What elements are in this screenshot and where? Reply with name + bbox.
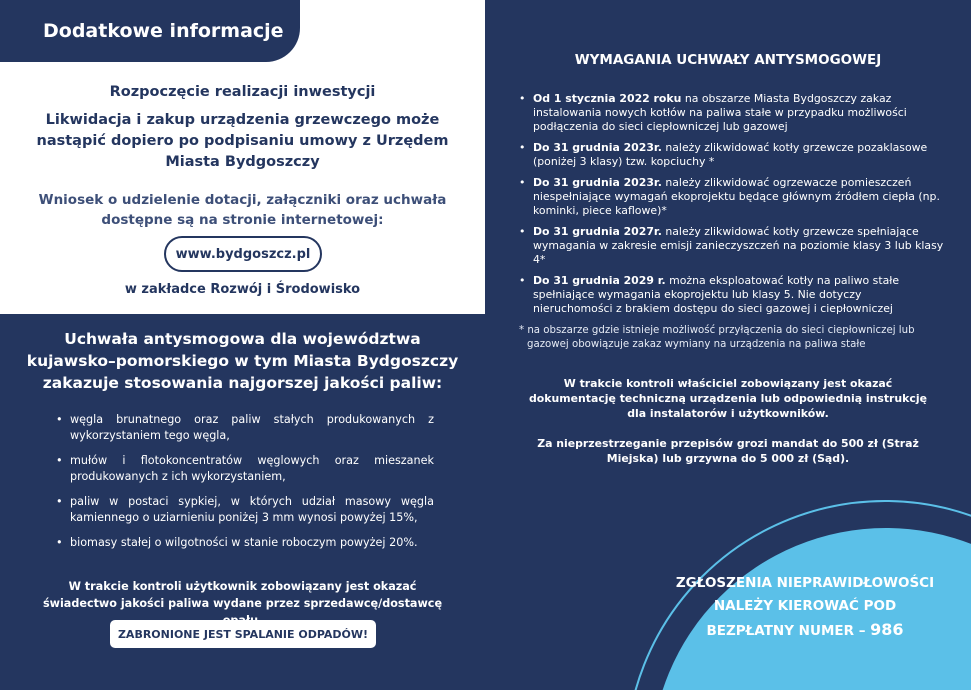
report-info xyxy=(665,572,945,643)
report-phone-number: 986 xyxy=(870,620,904,639)
requirement-date: Do 31 grudnia 2023r. xyxy=(533,176,662,189)
website-link[interactable]: www.bydgoszcz.pl xyxy=(164,236,322,272)
investment-title: Rozpoczęcie realizacji inwestycji xyxy=(109,84,376,100)
list-item xyxy=(519,274,944,316)
right-panel xyxy=(485,0,971,690)
fine-text: Za nieprzestrzeganie przepisów grozi mandat do 500 zł (Straż Miejska) lub grzywna do 5 000 zł (Sąd). xyxy=(537,437,919,465)
owner-control-text: W trakcie kontroli właściciel zobowiązany jest okazać dokumentację techniczną urządzenia lub odpowiednią instrukcję dla instalatorów i użytkowników. xyxy=(529,377,927,420)
list-item xyxy=(519,141,944,169)
requirement-text: należy zlikwidować ogrzewacze pomieszczeń niespełniające wymagań ekoprojektu będące głównym źródłem ciepła (np. kominki, piece kaflowe)* xyxy=(533,176,940,217)
page-title: Dodatkowe informacje xyxy=(43,20,284,42)
website-tab-text: w zakładce Rozwój i Środowisko xyxy=(124,282,361,297)
requirements-list xyxy=(519,92,944,323)
header-tab xyxy=(0,0,300,62)
banned-fuels-list xyxy=(56,412,434,561)
law-title: Uchwała antysmogowa dla województwa kujawsko–pomorskiego w tym Miasta Bydgoszczy zakazuje stosowania najgorszej jakości paliw: xyxy=(26,330,459,392)
list-item: • biomasy stałej o wilgotności w stanie roboczym powyżej 20%. xyxy=(56,535,434,551)
footnote: * na obszarze gdzie istnieje możliwość przyłączenia do sieci ciepłowniczej lub gazowej obowiązuje zakaz wymiany na urządzenia na paliwa stałe xyxy=(519,325,915,350)
report-line-3 xyxy=(665,618,945,643)
list-item: • mułów i flotokoncentratów węglowych oraz mieszanek produkowanych z ich wykorzystaniem, xyxy=(56,453,434,484)
requirement-text: można eksploatować kotły na paliwo stałe spełniające wymagania ekoprojektu lub klasy 5. Nie dotyczy nieruchomości z brakiem dostępu do sieci gazowej i ciepłowniczej xyxy=(533,274,900,315)
requirement-date: Do 31 grudnia 2023r. xyxy=(533,141,662,154)
investment-text: Likwidacja i zakup urządzenia grzewczego może nastąpić dopiero po podpisaniu umowy z Urzędem Miasta Bydgoszczy xyxy=(36,112,449,170)
list-item xyxy=(519,225,944,267)
waste-burning-ban-badge: ZABRONIONE JEST SPALANIE ODPADÓW! xyxy=(110,620,376,648)
list-item: • węgla brunatnego oraz paliw stałych produkowanych z wykorzystaniem tego węgla, xyxy=(56,412,434,443)
user-control-text: W trakcie kontroli użytkownik zobowiązany jest okazać świadectwo jakości paliwa wydane przez sprzedawcę/dostawcę xyxy=(42,580,443,610)
requirement-text: należy zlikwidować kotły grzewcze spełniające wymagania w zakresie emisji zanieczyszczeń na poziomie klasy 3 lub klasy 4* xyxy=(533,225,944,266)
report-line-2: NALEŻY KIEROWAĆ POD xyxy=(713,598,897,614)
investment-info-box xyxy=(0,0,485,314)
requirement-date: Do 31 grudnia 2029 r. xyxy=(533,274,666,287)
requirement-text: należy zlikwidować kotły grzewcze pozaklasowe (poniżej 3 klasy) tzw. kopciuchy * xyxy=(533,141,928,168)
requirement-date: Od 1 stycznia 2022 roku xyxy=(533,92,682,105)
requirement-text: na obszarze Miasta Bydgoszczy zakaz instalowania nowych kotłów na paliwa stałe w przypadku możliwości podłączenia do sieci ciepłowniczej lub gazowej xyxy=(533,92,907,133)
list-item xyxy=(519,176,944,218)
list-item: • paliw w postaci sypkiej, w których udział masowy węgla kamiennego o uziarnieniu poniżej 3 mm wynosi powyżej 15%, xyxy=(56,494,434,525)
website-info-text: Wniosek o udzielenie dotacji, załączniki oraz uchwała dostępne są na stronie internetowej: xyxy=(38,192,447,228)
report-line-3-text: BEZPŁATNY NUMER – xyxy=(706,623,866,639)
left-panel xyxy=(0,0,485,690)
list-item xyxy=(519,92,944,134)
report-line-1: ZGŁOSZENIA NIEPRAWIDŁOWOŚCI xyxy=(675,575,935,591)
requirements-title: WYMAGANIA UCHWAŁY ANTYSMOGOWEJ xyxy=(574,52,882,68)
requirement-date: Do 31 grudnia 2027r. xyxy=(533,225,662,238)
